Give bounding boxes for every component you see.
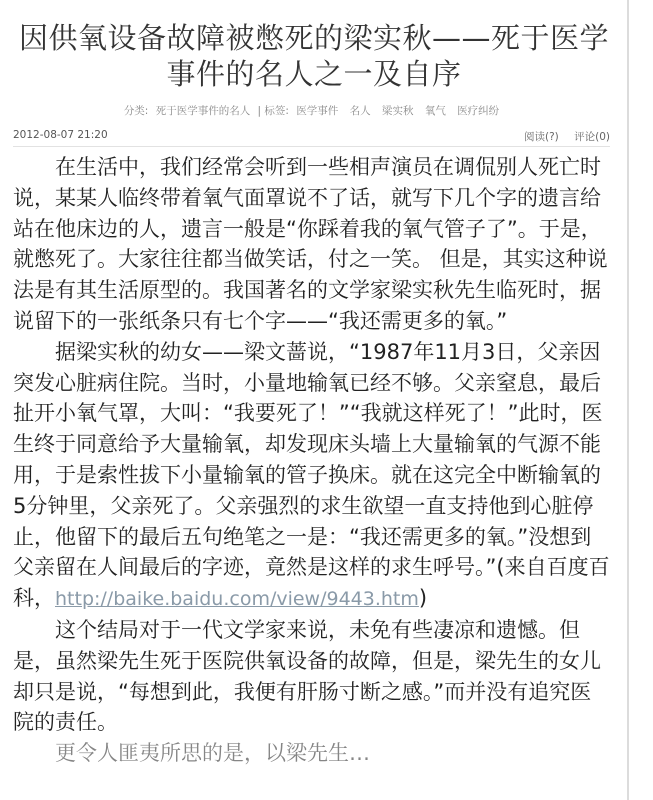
source-link[interactable]: http://baike.baidu.com/view/9443.htm (55, 588, 419, 611)
paragraph-cut: 更令人匪夷所思的是，以梁先生… (55, 741, 370, 766)
category-label: 分类: (123, 105, 149, 117)
paragraph: 这个结局对于一代文学家来说，未免有些凄凉和遗憾。但是，虽然梁先生死于医院供氧设备的故障，但是，梁先生的女儿却只是说，“每想到此，我便有肝肠寸断之感。”而并没有追究医院的责任。 (13, 617, 601, 735)
paragraph-text: 据梁实秋的幼女——梁文蔷说，“1987年11月3日，父亲因突发心脏病住院。当时，小量地输氧已经不够。父亲窒息，最后扯开小氧气罩，大叫：“我要死了！”“我就这样死了！”此时，医生终于同意给予大量输氧，却发现床头墙上大量输氧的气源不能用，于是索性拔下小量输氧的管子换床。就在这完全中断输氧的5分钟里，父亲死了。父亲强烈的求生欲望一直支持他到心脏停止，他留下的最后五句绝笔之一是：“我还需更多的氧。”没想到父亲留在人间最后的字迹，竟然是这样的求生呼号。”(来自百度百科， (13, 339, 610, 611)
article-title: 因供氧设备故障被憋死的梁实秋——死于医学事件的名人之一及自序 (18, 21, 609, 91)
paragraph: 在生活中，我们经常会听到一些相声演员在调侃别人死亡时说，某某人临终带着氧气面罩说不了话，就写下几个字的遗言给站在他床边的人，遗言一般是“你踩着我的氧气管子了”。于是，就憋死了。大家往往都当做笑话，付之一笑。 但是，其实这种说法是有其生活原型的。我国著名的文学家梁实秋先生临死时，据说留下的一张纸条只有七个字——“我还需更多的氧。” (13, 155, 608, 333)
article-meta (0, 103, 627, 118)
tag-link[interactable]: 梁实秋 (382, 105, 414, 117)
bottom-fade (0, 785, 627, 800)
comment-count[interactable]: 评论(0) (574, 131, 610, 143)
divider (13, 146, 610, 147)
post-date: 2012-08-07 21:20 (13, 129, 108, 141)
tag-link[interactable]: 名人 (349, 105, 371, 117)
paragraph (13, 337, 611, 615)
link-close: ) (418, 586, 428, 611)
tags-label: | 标签: (257, 105, 289, 117)
tag-link[interactable]: 医学事件 (296, 105, 339, 117)
article-body (13, 152, 611, 769)
dateline (13, 129, 610, 143)
read-count[interactable]: 阅读(?) (524, 131, 559, 143)
tag-link[interactable]: 医疗纠纷 (457, 105, 500, 117)
page-border (627, 0, 629, 800)
tag-link[interactable]: 氧气 (424, 105, 446, 117)
category-link[interactable]: 死于医学事件的名人 (155, 105, 251, 117)
post-stats (512, 129, 610, 144)
